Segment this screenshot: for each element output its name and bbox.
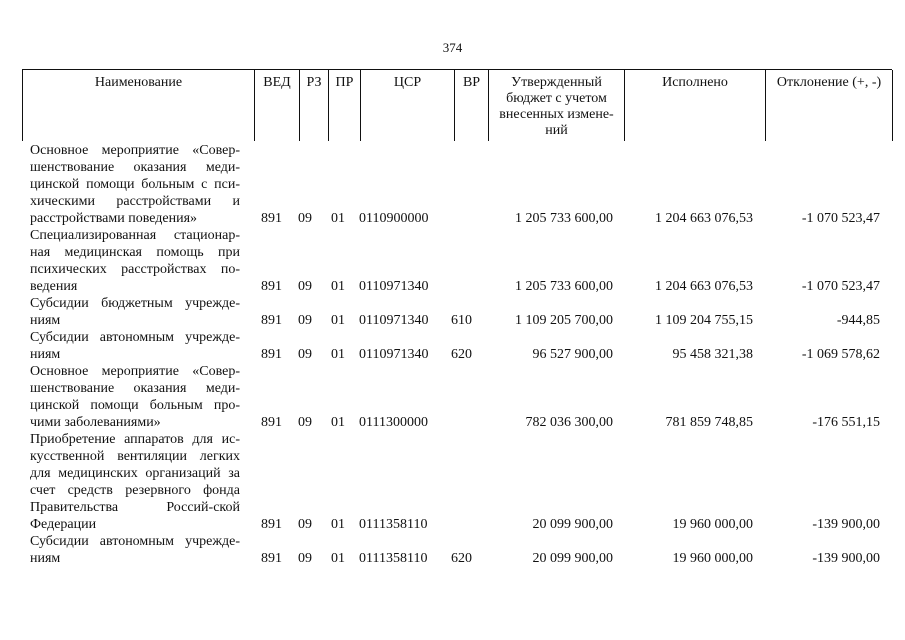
row-pr: 01 xyxy=(331,211,345,226)
header-rz: РЗ xyxy=(300,70,329,141)
row-executed: 95 458 321,38 xyxy=(672,347,753,362)
row-csr: 0111358110 xyxy=(359,517,428,532)
row-rz: 09 xyxy=(298,347,312,362)
row-name: Субсидии бюджетным учрежде-ниям xyxy=(30,296,240,328)
row-executed: 19 960 000,00 xyxy=(672,517,753,532)
row-budget: 96 527 900,00 xyxy=(532,347,613,362)
row-ved: 891 xyxy=(261,347,282,362)
row-pr: 01 xyxy=(331,313,345,328)
row-name: Специализированная стационар-ная медицинская помощь при психических расстройствах по-ведения xyxy=(30,228,240,294)
row-ved: 891 xyxy=(261,415,282,430)
header-deviation: Отклонение (+, -) xyxy=(766,70,893,141)
row-rz: 09 xyxy=(298,211,312,226)
row-executed: 19 960 000,00 xyxy=(672,551,753,566)
row-deviation: -176 551,15 xyxy=(812,415,880,430)
row-executed: 781 859 748,85 xyxy=(665,415,753,430)
header-budget: Утвержденный бюджет с учетом внесенных измене-ний xyxy=(489,70,625,141)
row-pr: 01 xyxy=(331,551,345,566)
row-budget: 20 099 900,00 xyxy=(532,517,613,532)
header-vr: ВР xyxy=(455,70,489,141)
row-ved: 891 xyxy=(261,313,282,328)
row-executed: 1 204 663 076,53 xyxy=(655,279,753,294)
table-body xyxy=(30,142,890,567)
row-rz: 09 xyxy=(298,517,312,532)
table-row xyxy=(30,363,890,431)
row-csr: 0111358110 xyxy=(359,551,428,566)
table-header xyxy=(22,69,892,141)
row-executed: 1 109 204 755,15 xyxy=(655,313,753,328)
table-row xyxy=(30,142,890,227)
row-name: Основное мероприятие «Совер-шенствование оказания меди-цинской помощи больным про-чими заболеваниями» xyxy=(30,364,240,430)
row-name: Субсидии автономным учрежде-ниям xyxy=(30,330,240,362)
row-vr: 620 xyxy=(451,551,472,566)
page-number: 374 xyxy=(442,40,463,55)
row-csr: 0110971340 xyxy=(359,313,429,328)
row-budget: 1 205 733 600,00 xyxy=(515,279,613,294)
row-vr: 620 xyxy=(451,347,472,362)
row-rz: 09 xyxy=(298,279,312,294)
row-deviation: -1 070 523,47 xyxy=(801,279,880,294)
row-budget: 1 109 205 700,00 xyxy=(515,313,613,328)
row-budget: 1 205 733 600,00 xyxy=(515,211,613,226)
header-name: Наименование xyxy=(23,70,255,141)
row-name: Основное мероприятие «Совер-шенствование оказания меди-цинской помощи больным с пси-хическими расстройствами и расстройствами поведения» xyxy=(30,143,240,226)
row-rz: 09 xyxy=(298,551,312,566)
table-row xyxy=(30,533,890,567)
row-csr: 0111300000 xyxy=(359,415,428,430)
row-ved: 891 xyxy=(261,517,282,532)
header-ved: ВЕД xyxy=(255,70,300,141)
row-deviation: -1 069 578,62 xyxy=(801,347,880,362)
row-vr: 610 xyxy=(451,313,472,328)
row-csr: 0110900000 xyxy=(359,211,429,226)
header-pr: ПР xyxy=(329,70,361,141)
table-row xyxy=(30,329,890,363)
row-deviation: -944,85 xyxy=(836,313,880,328)
row-name: Приобретение аппаратов для ис-кусственной вентиляции легких для медицинских организаций за счет средств резервного фонда Правительства Россий-ской Федерации xyxy=(30,432,240,532)
row-rz: 09 xyxy=(298,415,312,430)
row-pr: 01 xyxy=(331,415,345,430)
table-row xyxy=(30,431,890,533)
row-name: Субсидии автономным учрежде-ниям xyxy=(30,534,240,566)
table-row xyxy=(30,295,890,329)
row-budget: 782 036 300,00 xyxy=(525,415,613,430)
row-deviation: -139 900,00 xyxy=(812,517,880,532)
row-csr: 0110971340 xyxy=(359,347,429,362)
table-row xyxy=(30,227,890,295)
row-ved: 891 xyxy=(261,211,282,226)
row-executed: 1 204 663 076,53 xyxy=(655,211,753,226)
row-pr: 01 xyxy=(331,517,345,532)
row-rz: 09 xyxy=(298,313,312,328)
row-pr: 01 xyxy=(331,347,345,362)
row-pr: 01 xyxy=(331,279,345,294)
header-csr: ЦСР xyxy=(361,70,455,141)
row-budget: 20 099 900,00 xyxy=(532,551,613,566)
header-executed: Исполнено xyxy=(625,70,766,141)
row-ved: 891 xyxy=(261,551,282,566)
row-csr: 0110971340 xyxy=(359,279,429,294)
row-deviation: -139 900,00 xyxy=(812,551,880,566)
row-ved: 891 xyxy=(261,279,282,294)
row-deviation: -1 070 523,47 xyxy=(801,211,880,226)
